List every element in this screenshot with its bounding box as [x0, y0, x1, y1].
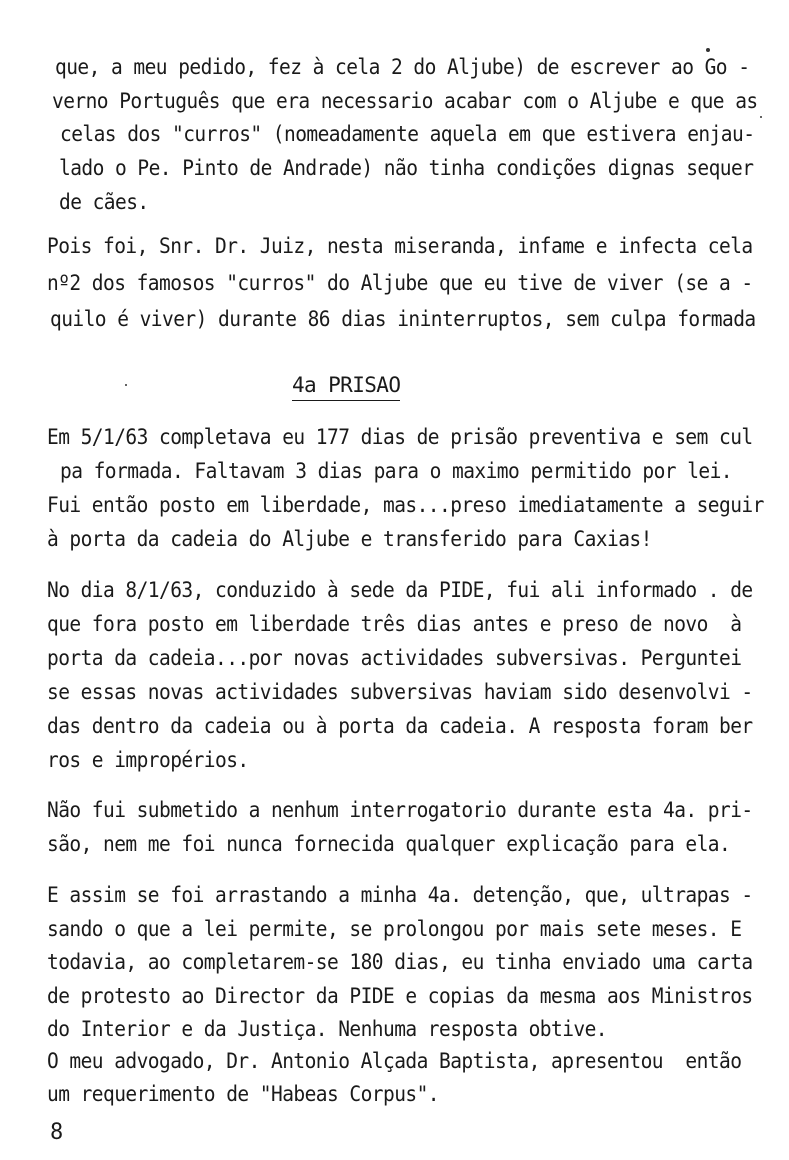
text-line: à porta da cadeia do Aljube e transferido para Caxias! — [47, 527, 652, 551]
text-line: que, a meu pedido, fez à cela 2 do Aljube) de escrever ao Go - — [55, 55, 750, 79]
text-line: são, nem me foi nunca fornecida qualquer explicação para ela. — [47, 832, 731, 856]
text-line: O meu advogado, Dr. Antonio Alçada Baptista, apresentou então — [47, 1049, 742, 1073]
scan-speck — [125, 384, 127, 386]
text-line: verno Português que era necessario acabar com o Aljube e que as — [52, 89, 758, 113]
scan-speck — [760, 116, 762, 118]
text-line: celas dos "curros" (nomeadamente aquela em que estivera enjau- — [60, 122, 755, 146]
page-number: 8 — [50, 1120, 64, 1145]
text-line: sando o que a lei permite, se prolongou por mais sete meses. E — [47, 917, 742, 941]
text-line: nº2 dos famosos "curros" do Aljube que eu tive de viver (se a - — [47, 271, 753, 295]
text-line: de cães. — [59, 190, 149, 214]
text-line: lado o Pe. Pinto de Andrade) não tinha condições dignas sequer — [59, 156, 754, 180]
text-line: ros e impropérios. — [47, 748, 249, 772]
text-line: Em 5/1/63 completava eu 177 dias de prisão preventiva e sem cul — [47, 425, 753, 449]
text-line: Não fui submetido a nenhum interrogatorio durante esta 4a. pri- — [47, 798, 753, 822]
text-line: E assim se foi arrastando a minha 4a. detenção, que, ultrapas - — [47, 883, 753, 907]
text-line: Fui então posto em liberdade, mas...preso imediatamente a seguir — [47, 493, 764, 517]
text-line: todavia, ao completarem-se 180 dias, eu tinha enviado uma carta — [47, 950, 753, 974]
section-heading: 4a PRISAO — [292, 370, 400, 401]
text-line: pa formada. Faltavam 3 dias para o maximo permitido por lei. — [60, 459, 733, 483]
text-line: se essas novas actividades subversivas haviam sido desenvolvi - — [47, 680, 753, 704]
text-line: das dentro da cadeia ou à porta da cadeia. A resposta foram ber — [47, 714, 753, 738]
text-line: porta da cadeia...por novas actividades subversivas. Perguntei — [47, 646, 742, 670]
text-line: quilo é viver) durante 86 dias ininterruptos, sem culpa formada — [50, 307, 756, 331]
text-line: que fora posto em liberdade três dias antes e preso de novo à — [47, 612, 742, 636]
text-line: um requerimento de "Habeas Corpus". — [47, 1082, 440, 1106]
text-line: do Interior e da Justiça. Nenhuma resposta obtive. — [47, 1017, 608, 1041]
text-line: No dia 8/1/63, conduzido à sede da PIDE, fui ali informado . de — [47, 578, 753, 602]
scan-speck — [706, 48, 710, 52]
text-line: de protesto ao Director da PIDE e copias da mesma aos Ministros — [47, 984, 753, 1008]
text-line: Pois foi, Snr. Dr. Juiz, nesta miseranda, infame e infecta cela — [47, 234, 753, 258]
